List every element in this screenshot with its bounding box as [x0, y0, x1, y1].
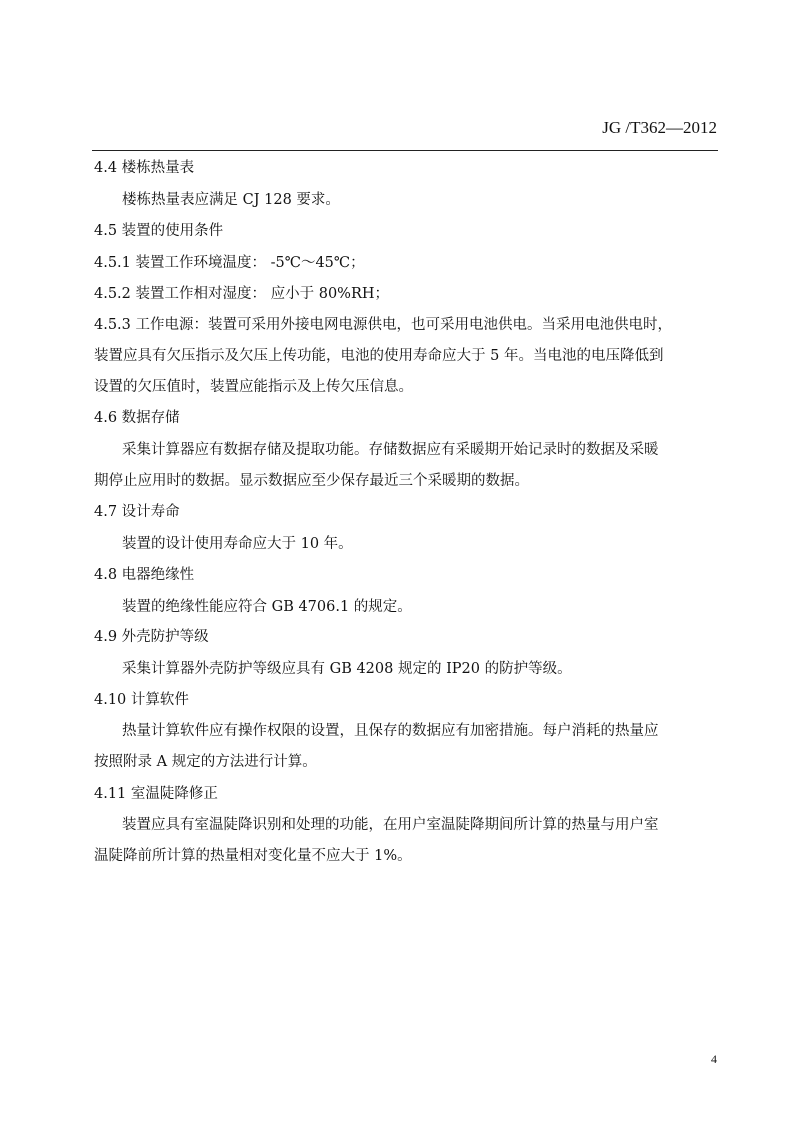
paragraph-line: 按照附录 A 规定的方法进行计算。	[94, 754, 317, 770]
paragraph-line: 装置的绝缘性能应符合 GB 4706.1 的规定。	[122, 599, 412, 615]
clause-4-5-1: 4.5.1 装置工作环境温度： -5℃～45℃；	[94, 255, 365, 271]
section-heading-4-11: 4.11 室温陡降修正	[94, 786, 218, 802]
paragraph-line: 装置的设计使用寿命应大于 10 年。	[122, 536, 353, 552]
paragraph-line: 温陡降前所计算的热量相对变化量不应大于 1%。	[94, 848, 412, 864]
section-heading-4-7: 4.7 设计寿命	[94, 504, 180, 520]
paragraph-line: 设置的欠压值时，装置应能指示及上传欠压信息。	[94, 379, 413, 395]
clause-4-5-2: 4.5.2 装置工作相对湿度： 应小于 80%RH；	[94, 286, 390, 302]
paragraph-line: 采集计算器外壳防护等级应具有 GB 4208 规定的 IP20 的防护等级。	[122, 661, 572, 677]
section-heading-4-6: 4.6 数据存储	[94, 410, 180, 426]
header-divider	[92, 150, 718, 151]
paragraph-line: 楼栋热量表应满足 CJ 128 要求。	[122, 192, 340, 208]
paragraph-line: 热量计算软件应有操作权限的设置，且保存的数据应有加密措施。每户消耗的热量应	[122, 723, 659, 739]
paragraph-line: 采集计算器应有数据存储及提取功能。存储数据应有采暖期开始记录时的数据及采暖	[122, 442, 659, 458]
section-heading-4-10: 4.10 计算软件	[94, 692, 189, 708]
standard-code: JG /T362—2012	[602, 118, 717, 137]
section-heading-4-9: 4.9 外壳防护等级	[94, 629, 209, 645]
paragraph-line: 期停止应用时的数据。显示数据应至少保存最近三个采暖期的数据。	[94, 473, 529, 489]
section-heading-4-4: 4.4 楼栋热量表	[94, 160, 195, 176]
paragraph-line: 装置应具有欠压指示及欠压上传功能，电池的使用寿命应大于 5 年。当电池的电压降低到	[94, 348, 664, 364]
page-number: 4	[711, 1052, 717, 1066]
paragraph-line: 装置应具有室温陡降识别和处理的功能，在用户室温陡降期间所计算的热量与用户室	[122, 817, 659, 833]
section-heading-4-8: 4.8 电器绝缘性	[94, 567, 195, 583]
section-heading-4-5: 4.5 装置的使用条件	[94, 223, 224, 239]
clause-4-5-3: 4.5.3 工作电源：装置可采用外接电网电源供电，也可采用电池供电。当采用电池供电时，	[94, 317, 672, 333]
